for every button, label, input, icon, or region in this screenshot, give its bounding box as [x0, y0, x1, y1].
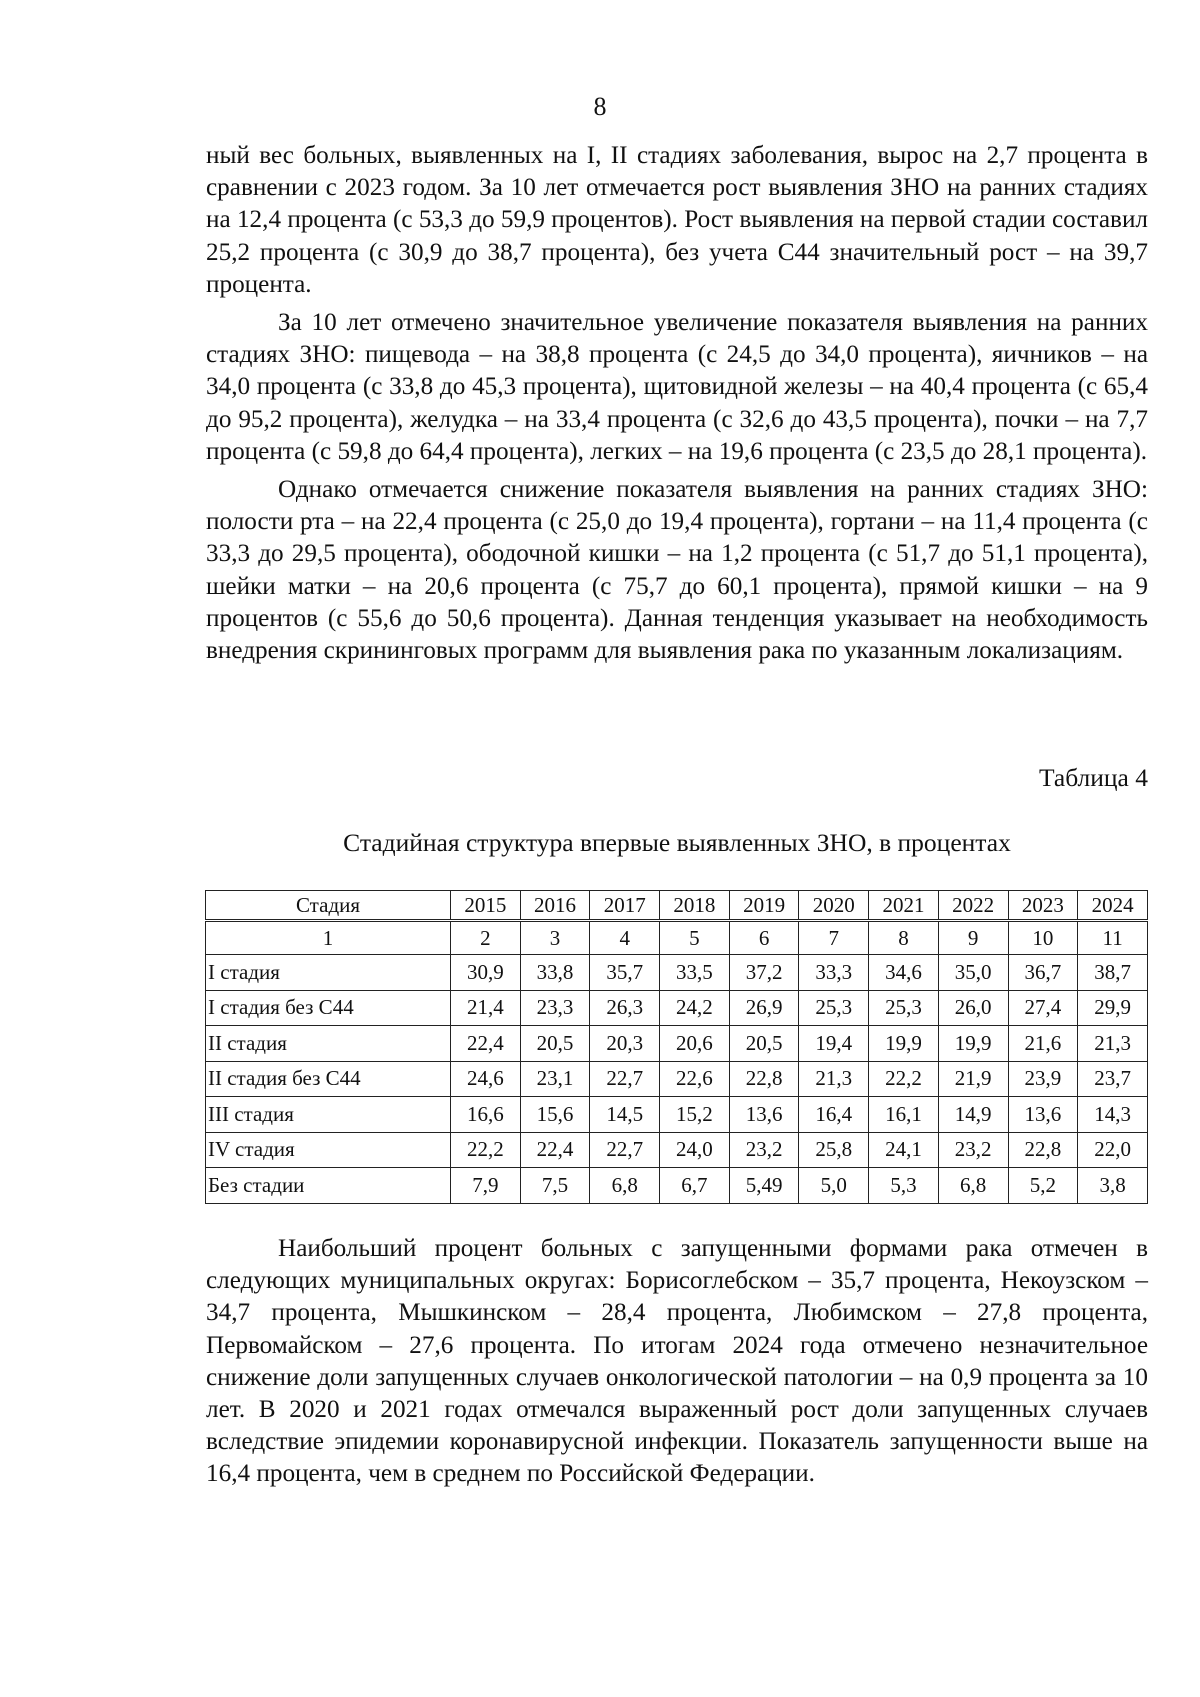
table-cell: 23,2: [938, 1132, 1008, 1168]
table-header-cell: 2017: [590, 891, 660, 921]
table-cell: 7,9: [451, 1168, 521, 1204]
table-cell: 20,5: [729, 1026, 799, 1062]
table-header-cell: 2021: [869, 891, 939, 921]
table-cell: 23,2: [729, 1132, 799, 1168]
table-cell: 20,5: [520, 1026, 590, 1062]
table-cell: 26,9: [729, 990, 799, 1026]
table-row: [206, 990, 1148, 1026]
row-label-cell: III стадия: [206, 1097, 451, 1133]
column-number-cell: 6: [729, 921, 799, 955]
table-cell: 23,7: [1078, 1061, 1148, 1097]
table-cell: 16,6: [451, 1097, 521, 1133]
table-header-cell: 2015: [451, 891, 521, 921]
table-cell: 23,9: [1008, 1061, 1078, 1097]
table-cell: 22,8: [729, 1061, 799, 1097]
table-row: [206, 1132, 1148, 1168]
column-number-cell: 4: [590, 921, 660, 955]
table-cell: 33,5: [660, 955, 730, 991]
table-cell: 35,0: [938, 955, 1008, 991]
table-header-cell: 2019: [729, 891, 799, 921]
paragraph: ный вес больных, выявленных на I, II стадиях заболевания, вырос на 2,7 процента в сравнении с 2023 годом. За 10 лет отмечается рост выявления ЗНО на ранних стадиях на 12,4 процента (с 53,3 до 59,9 процентов). Рост выявления на первой стадии составил 25,2 процента (с 30,9 до 38,7 процента), без учета С44 значительный рост – на 39,7 процента.: [206, 142, 1148, 298]
table-cell: 23,1: [520, 1061, 590, 1097]
table-cell: 19,9: [938, 1026, 1008, 1062]
row-label-cell: I стадия: [206, 955, 451, 991]
table-cell: 5,2: [1008, 1168, 1078, 1204]
table-cell: 22,7: [590, 1132, 660, 1168]
table-cell: 15,6: [520, 1097, 590, 1133]
table-cell: 22,4: [520, 1132, 590, 1168]
table-cell: 29,9: [1078, 990, 1148, 1026]
table-cell: 22,7: [590, 1061, 660, 1097]
column-number-cell: 9: [938, 921, 1008, 955]
table-cell: 22,2: [869, 1061, 939, 1097]
column-number-cell: 7: [799, 921, 869, 955]
table-cell: 37,2: [729, 955, 799, 991]
table-cell: 36,7: [1008, 955, 1078, 991]
table-header-cell: 2022: [938, 891, 1008, 921]
table-cell: 34,6: [869, 955, 939, 991]
table-row: [206, 955, 1148, 991]
table-cell: 16,1: [869, 1097, 939, 1133]
table-cell: 30,9: [451, 955, 521, 991]
row-label-cell: I стадия без С44: [206, 990, 451, 1026]
table-cell: 13,6: [1008, 1097, 1078, 1133]
table-cell: 38,7: [1078, 955, 1148, 991]
table-row: [206, 1026, 1148, 1062]
table-cell: 14,9: [938, 1097, 1008, 1133]
table-cell: 20,3: [590, 1026, 660, 1062]
table-header-cell: 2020: [799, 891, 869, 921]
table-cell: 23,3: [520, 990, 590, 1026]
table-cell: 24,1: [869, 1132, 939, 1168]
table-header-cell: Стадия: [206, 891, 451, 921]
table-cell: 24,0: [660, 1132, 730, 1168]
table-cell: 25,8: [799, 1132, 869, 1168]
table-cell: 22,0: [1078, 1132, 1148, 1168]
paragraph: Наибольший процент больных с запущенными формами рака отмечен в следующих муниципальных округах: Борисоглебском – 35,7 процента, Некоузском – 34,7 процента, Мышкинском – 28,4 процента, Любимском – 27,8 процента, Первомайском – 27,6 процента. По итогам 2024 года отмечено незначительное снижение доли запущенных случаев онкологической патологии – на 0,9 процента за 10 лет. В 2020 и 2021 годах отмечался выраженный рост доли запущенных случаев вследствие эпидемии коронавирусной инфекции. Показатель запущенности выше на 16,4 процента, чем в среднем по Российской Федерации.: [206, 1235, 1148, 1488]
table-header-row: [206, 891, 1148, 921]
row-label-cell: IV стадия: [206, 1132, 451, 1168]
table-header-cell: 2016: [520, 891, 590, 921]
table-header-cell: 2024: [1078, 891, 1148, 921]
column-number-cell: 10: [1008, 921, 1078, 955]
table-cell: 6,7: [660, 1168, 730, 1204]
table-cell: 5,3: [869, 1168, 939, 1204]
row-label-cell: II стадия без С44: [206, 1061, 451, 1097]
table-title: Стадийная структура впервые выявленных ЗНО, в процентах: [343, 828, 1011, 857]
text-block-bottom: [206, 1233, 1148, 1497]
table-cell: 24,2: [660, 990, 730, 1026]
paragraph: Однако отмечается снижение показателя выявления на ранних стадиях ЗНО: полости рта – на 22,4 процента (с 25,0 до 19,4 процента), гортани – на 11,4 процента (с 33,3 до 29,5 процента), ободочной кишки – на 1,2 процента (с 51,7 до 51,1 процента), шейки матки – на 20,6 процента (с 75,7 до 60,1 процента), прямой кишки – на 9 процентов (с 55,6 до 50,6 процента). Данная тенденция указывает на необходимость внедрения скрининговых программ для выявления рака по указанным локализациям.: [206, 476, 1148, 665]
table-cell: 21,4: [451, 990, 521, 1026]
table-cell: 27,4: [1008, 990, 1078, 1026]
table-cell: 21,6: [1008, 1026, 1078, 1062]
table-cell: 5,49: [729, 1168, 799, 1204]
table-cell: 25,3: [799, 990, 869, 1026]
row-label-cell: Без стадии: [206, 1168, 451, 1204]
table-cell: 14,5: [590, 1097, 660, 1133]
table-cell: 25,3: [869, 990, 939, 1026]
row-label-cell: II стадия: [206, 1026, 451, 1062]
table-cell: 35,7: [590, 955, 660, 991]
column-number-cell: 2: [451, 921, 521, 955]
table-cell: 7,5: [520, 1168, 590, 1204]
table-cell: 14,3: [1078, 1097, 1148, 1133]
table-cell: 24,6: [451, 1061, 521, 1097]
table-cell: 26,0: [938, 990, 1008, 1026]
table-cell: 6,8: [938, 1168, 1008, 1204]
table-cell: 13,6: [729, 1097, 799, 1133]
table-cell: 22,4: [451, 1026, 521, 1062]
column-number-row: [206, 921, 1148, 955]
table-cell: 16,4: [799, 1097, 869, 1133]
table-cell: 19,9: [869, 1026, 939, 1062]
stage-structure-table: [205, 890, 1148, 1204]
text-block-top: [206, 140, 1148, 673]
paragraph: За 10 лет отмечено значительное увеличение показателя выявления на ранних стадиях ЗНО: пищевода – на 38,8 процента (с 24,5 до 34,0 процента), яичников – на 34,0 процента (с 33,8 до 45,3 процента), щитовидной железы – на 40,4 процента (с 65,4 до 95,2 процента), желудка – на 33,4 процента (с 32,6 до 43,5 процента), почки – на 7,7 процента (с 59,8 до 64,4 процента), легких – на 19,6 процента (с 23,5 до 28,1 процента).: [206, 309, 1148, 465]
table-cell: 22,6: [660, 1061, 730, 1097]
table-row: [206, 1061, 1148, 1097]
table-cell: 22,2: [451, 1132, 521, 1168]
column-number-cell: 11: [1078, 921, 1148, 955]
table-cell: 6,8: [590, 1168, 660, 1204]
table-cell: 22,8: [1008, 1132, 1078, 1168]
table-cell: 26,3: [590, 990, 660, 1026]
column-number-cell: 1: [206, 921, 451, 955]
table-cell: 3,8: [1078, 1168, 1148, 1204]
table-cell: 20,6: [660, 1026, 730, 1062]
table-cell: 21,3: [799, 1061, 869, 1097]
table-cell: 33,3: [799, 955, 869, 991]
table-cell: 5,0: [799, 1168, 869, 1204]
table-row: [206, 1168, 1148, 1204]
table-label: Таблица 4: [1038, 763, 1148, 792]
page-number: 8: [593, 92, 607, 121]
column-number-cell: 5: [660, 921, 730, 955]
table-cell: 21,9: [938, 1061, 1008, 1097]
table-cell: 21,3: [1078, 1026, 1148, 1062]
table-cell: 15,2: [660, 1097, 730, 1133]
table-cell: 19,4: [799, 1026, 869, 1062]
table-row: [206, 1097, 1148, 1133]
table-cell: 33,8: [520, 955, 590, 991]
table-header-cell: 2023: [1008, 891, 1078, 921]
column-number-cell: 3: [520, 921, 590, 955]
column-number-cell: 8: [869, 921, 939, 955]
table-header-cell: 2018: [660, 891, 730, 921]
